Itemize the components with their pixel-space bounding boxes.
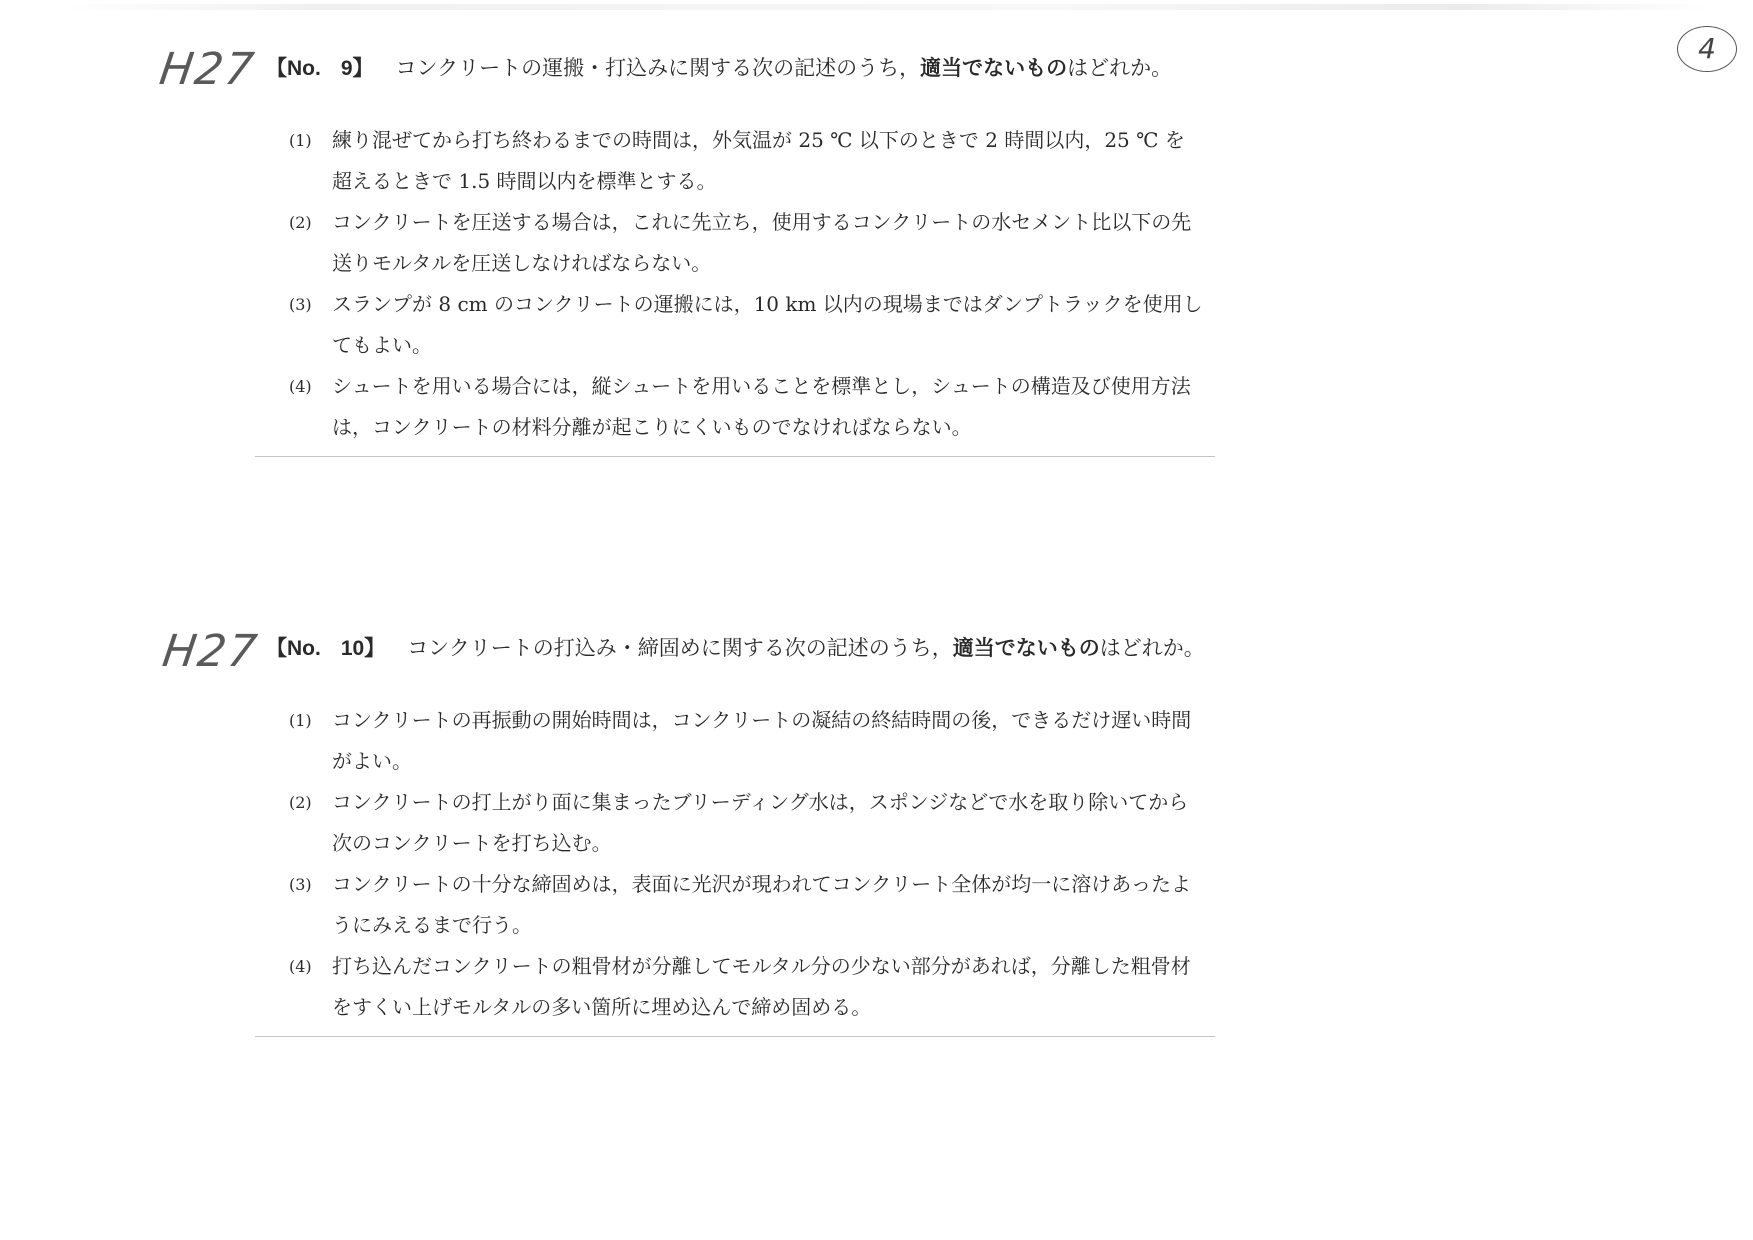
question-prompt-suffix: はどれか。: [1067, 56, 1173, 80]
options-list: [255, 700, 1215, 1037]
option-number: (2): [289, 793, 312, 812]
option-number: (3): [289, 875, 312, 894]
option-number: (3): [289, 295, 312, 314]
option-item: [255, 120, 1215, 202]
question-number-label: 【No.: [266, 637, 321, 660]
scan-edge: [60, 4, 1710, 10]
question-header: [266, 52, 1172, 82]
question-prompt-emphasis: 適当でないもの: [920, 56, 1068, 80]
option-item: [255, 284, 1215, 366]
page-number: 4: [1677, 26, 1737, 72]
option-text: コンクリートの十分な締固めは，表面に光沢が現われてコンクリート全体が均一に溶けあったようにみえるまで行う。: [332, 872, 1191, 937]
question-prompt: コンクリートの打込み・締固めに関する次の記述のうち，: [407, 636, 953, 660]
question-number-label: 【No.: [266, 57, 321, 80]
option-item: [255, 946, 1215, 1028]
handwritten-year-mark: H27: [156, 44, 259, 95]
option-text: 打ち込んだコンクリートの粗骨材が分離してモルタル分の少ない部分があれば，分離した粗骨材をすくい上げモルタルの多い箇所に埋め込んで締め固める。: [332, 954, 1191, 1019]
options-list: [255, 120, 1215, 457]
option-text: コンクリートの再振動の開始時間は，コンクリートの凝結の終結時間の後，できるだけ遅い時間がよい。: [332, 708, 1192, 773]
option-text: シュートを用いる場合には，縦シュートを用いることを標準とし，シュートの構造及び使用方法は，コンクリートの材料分離が起こりにくいものでなければならない。: [332, 374, 1191, 439]
option-item: [255, 782, 1215, 864]
question-number-value: 10】: [340, 637, 386, 660]
option-number: (1): [289, 711, 312, 730]
option-text: スランプが 8 cm のコンクリートの運搬には，10 km 以内の現場まではダンプトラックを使用してもよい。: [332, 292, 1203, 357]
option-text: コンクリートを圧送する場合は，これに先立ち，使用するコンクリートの水セメント比以下の先送りモルタルを圧送しなければならない。: [332, 210, 1192, 275]
option-text: 練り混ぜてから打ち終わるまでの時間は，外気温が 25 ℃ 以下のときで 2 時間以内，25 ℃ を超えるときで 1.5 時間以内を標準とする。: [332, 128, 1185, 193]
option-item: [255, 864, 1215, 946]
option-number: (1): [289, 131, 312, 150]
option-number: (4): [289, 957, 312, 976]
option-item: [255, 202, 1215, 284]
question-prompt: コンクリートの運搬・打込みに関する次の記述のうち，: [395, 56, 921, 80]
question-number: [266, 637, 385, 660]
option-number: (2): [289, 213, 312, 232]
question-header: [266, 632, 1205, 662]
question-prompt-suffix: はどれか。: [1099, 636, 1205, 660]
question-number: [266, 57, 374, 80]
option-item: [255, 366, 1215, 448]
question-prompt-emphasis: 適当でないもの: [952, 636, 1100, 660]
option-number: (4): [289, 377, 312, 396]
question-number-value: 9】: [340, 57, 374, 80]
option-text: コンクリートの打上がり面に集まったブリーディング水は，スポンジなどで水を取り除いてから次のコンクリートを打ち込む。: [332, 790, 1189, 855]
handwritten-year-mark: H27: [159, 626, 262, 677]
option-item: [255, 700, 1215, 782]
